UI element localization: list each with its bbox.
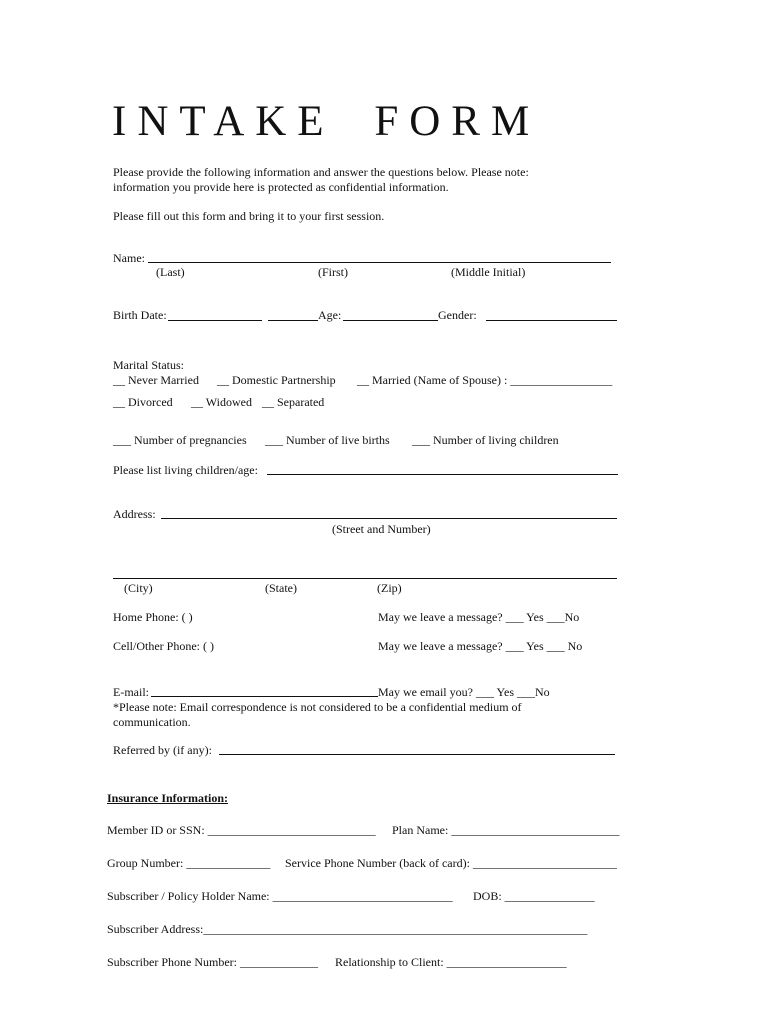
subscriber-dob-field[interactable]: DOB: _______________ (473, 889, 595, 903)
address-zip-sub: (Zip) (377, 581, 402, 595)
service-phone-field[interactable]: Service Phone Number (back of card): ________________________ (285, 856, 617, 870)
address-city-state-zip-field[interactable] (113, 578, 617, 579)
address-label: Address: (113, 507, 156, 521)
name-field[interactable] (148, 262, 611, 263)
insurance-heading: Insurance Information: (107, 791, 229, 805)
address-street-field[interactable] (161, 518, 617, 519)
instruction-text: Please fill out this form and bring it to your first session. (113, 209, 385, 223)
option-never-married[interactable]: __ Never Married (113, 373, 199, 387)
home-phone-message-option[interactable]: May we leave a message? ___ Yes ___No (378, 610, 580, 624)
age-label: Age: (318, 308, 342, 322)
option-widowed[interactable]: __ Widowed (191, 395, 252, 409)
address-state-sub: (State) (265, 581, 297, 595)
option-domestic-partnership[interactable]: __ Domestic Partnership (217, 373, 336, 387)
gender-field[interactable] (486, 320, 617, 321)
intro-text-line2: information you provide here is protected as confidential information. (113, 180, 449, 194)
subscriber-name-field[interactable]: Subscriber / Policy Holder Name: ______________________________ (107, 889, 453, 903)
live-births-field[interactable]: ___ Number of live births (265, 433, 390, 447)
children-label: Please list living children/age: (113, 463, 258, 477)
plan-name-field[interactable]: Plan Name: ____________________________ (392, 823, 620, 837)
email-note-line2: communication. (113, 715, 191, 729)
member-id-field[interactable]: Member ID or SSN: ____________________________ (107, 823, 376, 837)
children-field[interactable] (267, 474, 618, 475)
email-field[interactable] (151, 696, 378, 697)
group-number-field[interactable]: Group Number: ______________ (107, 856, 271, 870)
intro-text-line1: Please provide the following information and answer the questions below. Please note: (113, 165, 529, 179)
email-note-line1: *Please note: Email correspondence is not considered to be a confidential medium of (113, 700, 522, 714)
marital-status-label: Marital Status: (113, 358, 184, 372)
gender-label: Gender: (438, 308, 477, 322)
form-title: INTAKE FORM (112, 98, 541, 145)
pregnancies-field[interactable]: ___ Number of pregnancies (113, 433, 247, 447)
birth-date-label: Birth Date: (113, 308, 167, 322)
option-married[interactable]: __ Married (Name of Spouse) : _________________ (357, 373, 613, 387)
cell-phone-message-option[interactable]: May we leave a message? ___ Yes ___ No (378, 639, 583, 653)
name-sub-first: (First) (318, 265, 348, 279)
address-city-sub: (City) (124, 581, 153, 595)
birth-date-field-1[interactable] (168, 320, 262, 321)
name-sub-middle: (Middle Initial) (451, 265, 526, 279)
option-divorced[interactable]: __ Divorced (113, 395, 173, 409)
name-label: Name: (113, 251, 145, 265)
birth-date-field-2[interactable] (268, 320, 318, 321)
email-label: E-mail: (113, 685, 149, 699)
relationship-field[interactable]: Relationship to Client: ____________________ (335, 955, 567, 969)
referred-by-label: Referred by (if any): (113, 743, 212, 757)
subscriber-phone-field[interactable]: Subscriber Phone Number: _____________ (107, 955, 318, 969)
home-phone-field[interactable]: Home Phone: ( ) (113, 610, 193, 624)
option-separated[interactable]: __ Separated (262, 395, 325, 409)
email-permission-option[interactable]: May we email you? ___ Yes ___No (378, 685, 550, 699)
age-field[interactable] (343, 320, 438, 321)
address-street-sub: (Street and Number) (332, 522, 431, 536)
name-sub-last: (Last) (156, 265, 185, 279)
subscriber-address-field[interactable]: Subscriber Address:________________________________________________________________ (107, 922, 588, 936)
living-children-field[interactable]: ___ Number of living children (412, 433, 559, 447)
referred-by-field[interactable] (219, 754, 615, 755)
cell-phone-field[interactable]: Cell/Other Phone: ( ) (113, 639, 214, 653)
